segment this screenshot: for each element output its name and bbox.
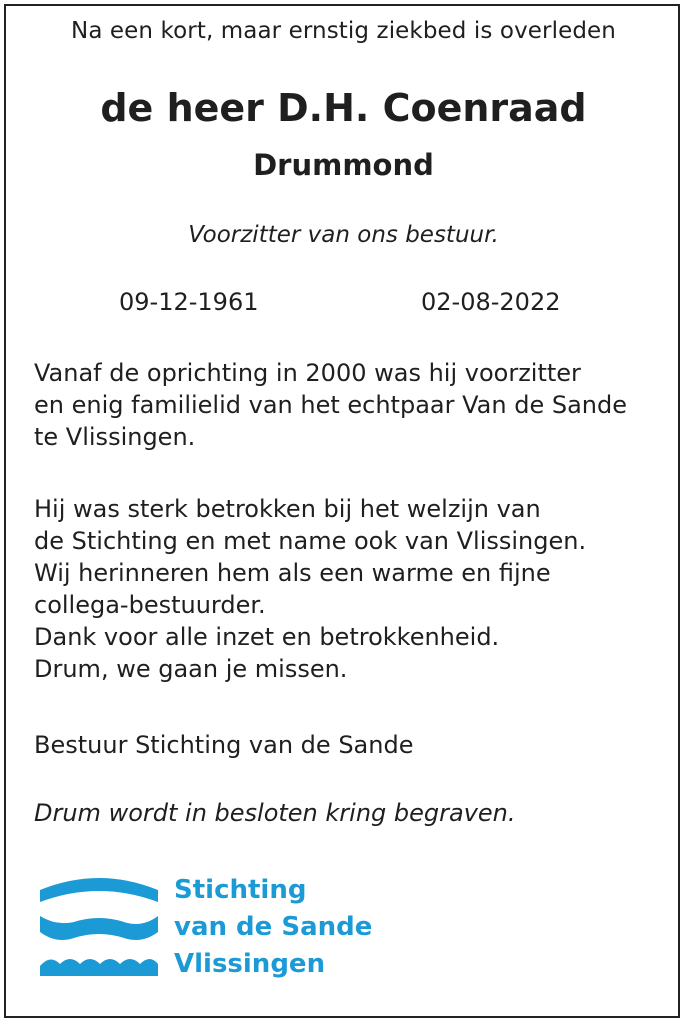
paragraph-line: de Stichting en met name ook van Vlissingen. xyxy=(34,527,587,555)
paragraph-tribute xyxy=(34,493,586,685)
logo-line: Vlissingen xyxy=(174,949,326,979)
birth-date: 09-12-1961 xyxy=(119,288,259,316)
intro-text: Na een kort, maar ernstig ziekbed is overleden xyxy=(71,18,616,44)
paragraph-line: en enig familielid van het echtpaar Van de Sande xyxy=(34,391,627,419)
paragraph-line: Vanaf de oprichting in 2000 was hij voorzitter xyxy=(34,359,581,387)
paragraph-line: Drum, we gaan je missen. xyxy=(34,655,348,683)
paragraph-line: te Vlissingen. xyxy=(34,423,196,451)
death-date: 02-08-2022 xyxy=(421,288,561,316)
logo-line: Stichting xyxy=(174,875,307,905)
logo-line: van de Sande xyxy=(174,912,373,942)
foundation-logo xyxy=(36,868,396,986)
logo-text xyxy=(174,872,372,983)
paragraph-line: Hij was sterk betrokken bij het welzijn van xyxy=(34,495,541,523)
paragraph-line: collega-bestuurder. xyxy=(34,591,266,619)
signature: Bestuur Stichting van de Sande xyxy=(34,731,414,759)
closing-note: Drum wordt in besloten kring begraven. xyxy=(34,799,516,827)
paragraph-line: Dank voor alle inzet en betrokkenheid. xyxy=(34,623,500,651)
paragraph-founding xyxy=(34,357,627,453)
deceased-nickname: Drummond xyxy=(253,148,434,182)
waves-icon xyxy=(36,868,162,986)
deceased-name: de heer D.H. Coenraad xyxy=(100,86,587,130)
paragraph-line: Wij herinneren hem als een warme en fijne xyxy=(34,559,551,587)
role-text: Voorzitter van ons bestuur. xyxy=(188,222,499,248)
